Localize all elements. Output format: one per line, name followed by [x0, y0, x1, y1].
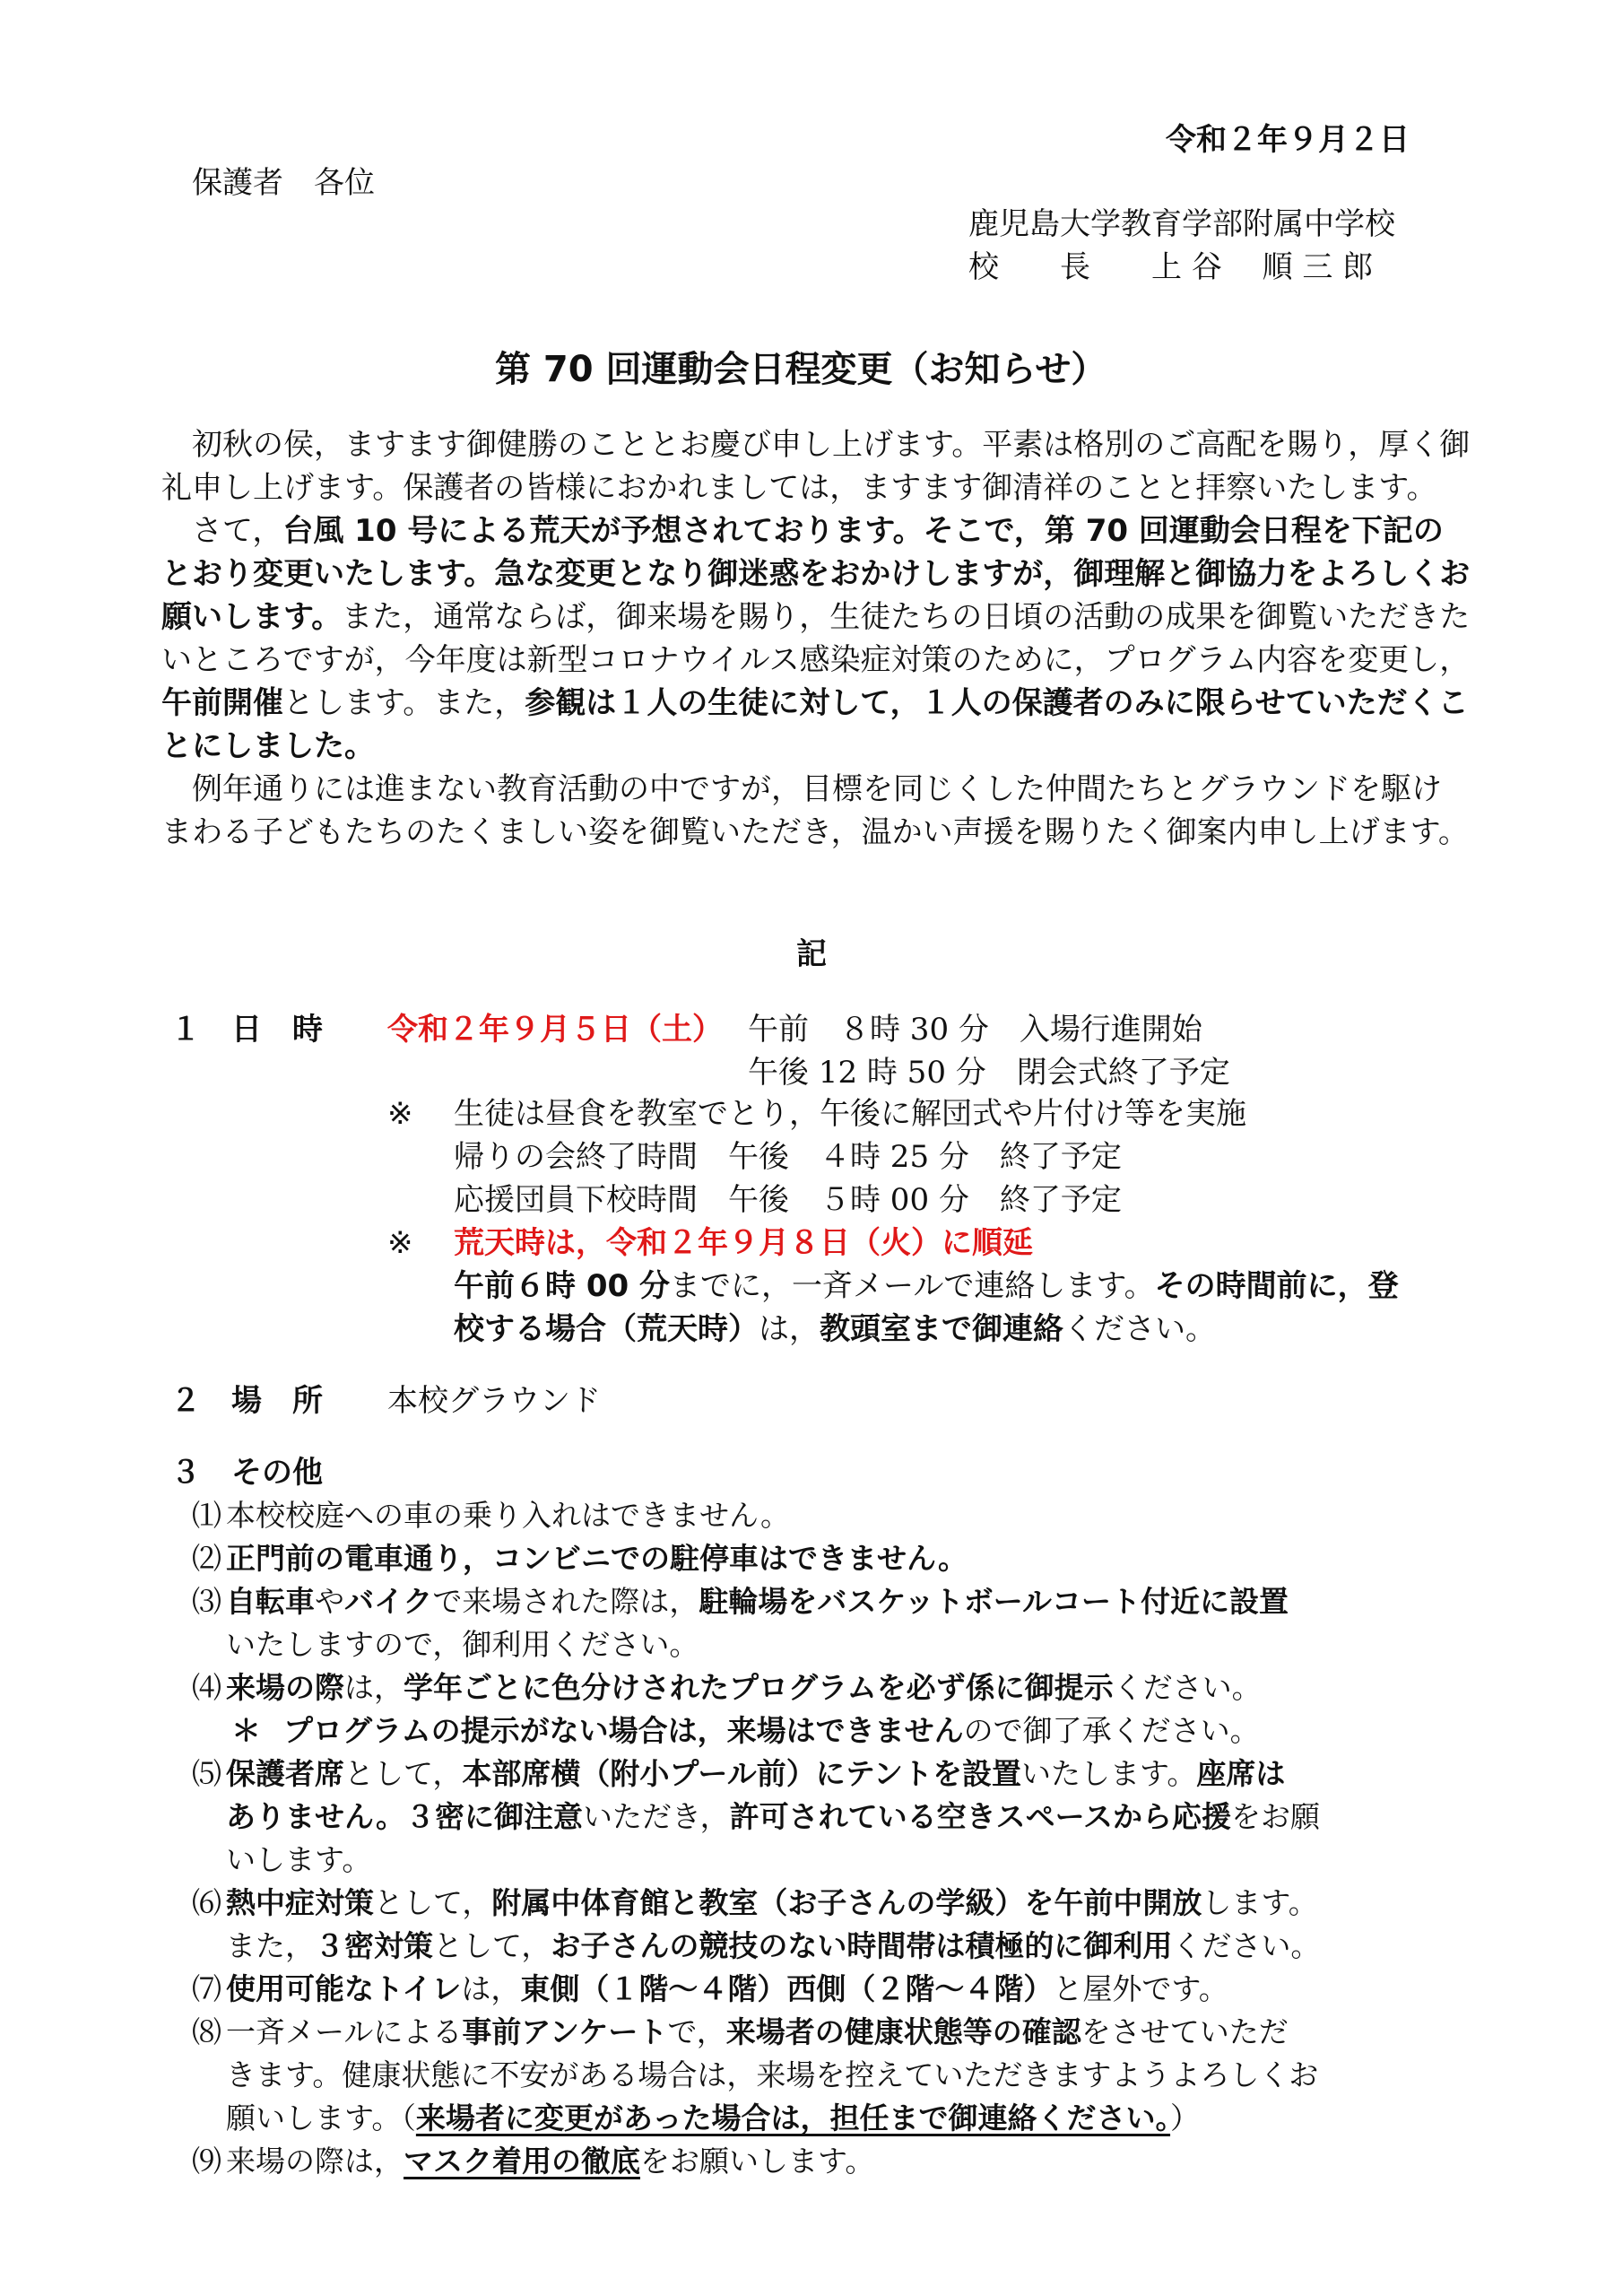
item-text: 許可されている空きスペースから応援: [729, 1799, 1232, 1834]
intro-paragraph-2: [161, 509, 1471, 768]
item-text: 正門前の電車通り，コンビニでの駐停車はできません。: [226, 1541, 968, 1576]
rain-time: 午前６時 00 分: [454, 1268, 670, 1304]
item-text: ください。: [1172, 1928, 1321, 1963]
item-number: ⑼: [192, 2144, 221, 2179]
item-text: や: [315, 1584, 344, 1619]
list-item-note: [231, 1709, 1514, 1752]
intro-bold-text: 台風 10 号による荒天が予想されております。そこで，第 70 回運動会日程を下記のとおり変更いたします。急な変更となり御迷惑をおかけしますが，御理解と御協力をよろしくお願いします。: [161, 513, 1471, 635]
item-text: 駐輪場をバスケットボールコート付近に設置: [699, 1584, 1289, 1619]
item-number: ⑸: [192, 1756, 221, 1791]
item-text: お子さんの競技のない時間帯は積極的に御利用: [551, 1928, 1173, 1963]
note-lunch: 生徒は昼食を教室でとり，午後に解団式や片付け等を実施: [454, 1096, 1246, 1132]
item-text: 本校校庭への車の乗り入れはできません。: [226, 1498, 790, 1533]
item-text: をお願: [1231, 1799, 1321, 1834]
ki-heading: 記: [796, 936, 827, 972]
item-text: 事前アンケート: [462, 2014, 668, 2049]
intro-text: また，通常ならば，御来場を賜り，生徒たちの日頃の活動の成果を御覧いただきたいところですが，今年度は新型コロナウイルス感染症対策のために，プログラム内容を変更し，: [161, 599, 1471, 678]
item-text: で，: [667, 2014, 726, 2049]
rain-contact-line1: [454, 1265, 1399, 1308]
item-text: として，: [374, 1885, 492, 1920]
section2-label: ２ 場 所: [170, 1383, 323, 1419]
item-text: 保護者席: [226, 1756, 344, 1791]
intro-text: さて，: [192, 513, 283, 549]
intro-paragraph-3: 例年通りには進まない教育活動の中ですが，目標を同じくした仲間たちとグラウンドを駆けまわる子どもたちのたくましい姿を御覧いただき，温かい声援を賜りたく御案内申し上げます。: [161, 771, 1469, 850]
item-text: ので御了承ください。: [963, 1713, 1260, 1748]
rain-bold-text: その時間前に，登: [1154, 1268, 1399, 1304]
intro-bold-text: 午前開催: [161, 685, 283, 721]
list-item: [192, 2140, 1474, 2183]
rain-postpone: 荒天時は，令和２年９月８日（火）に順延: [454, 1225, 1033, 1261]
item-text: いします。: [226, 1842, 372, 1877]
item-text: 座席は: [1196, 1756, 1286, 1791]
list-item: [192, 1882, 1474, 1968]
list-item: [192, 1968, 1474, 2011]
item-text: 自転車: [226, 1584, 315, 1619]
item-text: ）: [1170, 2100, 1201, 2135]
item-text: は，: [344, 1670, 404, 1705]
note-cheer-team: 応援団員下校時間 午後 ５時 00 分 終了予定: [454, 1182, 1122, 1218]
item-number: ⑹: [192, 1885, 221, 1920]
item-text: で来場された際は，: [432, 1584, 699, 1619]
asterisk-icon: ＊: [231, 1713, 261, 1748]
page-title: 第 70 回運動会日程変更（お知らせ）: [495, 349, 1107, 390]
item-text: と屋外です。: [1053, 1971, 1228, 2006]
item-text: 熱中症対策: [226, 1885, 374, 1920]
list-item: [192, 2011, 1474, 2140]
item-text: 使用可能なトイレ: [226, 1971, 462, 2006]
item-text: 学年ごとに色分けされたプログラムを必ず係に御提示: [404, 1670, 1114, 1705]
list-item: [192, 1752, 1474, 1882]
venue: 本校グラウンド: [387, 1383, 601, 1419]
item-text: 附属中体育館と教室（お子さんの学級）を午前中開放: [491, 1885, 1202, 1920]
addressee: 保護者 各位: [192, 165, 375, 201]
item-text: します。: [1202, 1885, 1318, 1920]
item-text: マスク着用の徹底: [404, 2144, 640, 2179]
list-item: [192, 1666, 1474, 1709]
item-text: また，: [226, 1928, 315, 1963]
rain-text: ください。: [1063, 1311, 1216, 1347]
item-text: プログラムの提示がない場合は，来場はできません: [283, 1713, 964, 1748]
item-text: ください。: [1113, 1670, 1262, 1705]
section3-label: ３ その他: [170, 1455, 323, 1491]
item-text: は，: [461, 1971, 521, 2006]
rain-mark: ※: [387, 1225, 413, 1261]
section1-label: １ 日 時: [170, 1012, 323, 1048]
issue-date: 令和２年９月２日: [1166, 122, 1410, 158]
rain-bold-text: 校する場合（荒天時）: [454, 1311, 759, 1347]
school-name: 鹿児島大学教育学部附属中学校: [968, 206, 1395, 242]
principal-name: 校 長 上 谷 順 三 郎: [968, 249, 1374, 285]
item-text: をさせていただ: [1081, 2014, 1289, 2049]
intro-body: [161, 423, 1471, 854]
rain-contact-line2: [454, 1308, 1216, 1351]
note-homeroom-end: 帰りの会終了時間 午後 ４時 25 分 終了予定: [454, 1139, 1122, 1175]
intro-text: とします。また，: [283, 685, 525, 721]
item-text: いただき，: [582, 1799, 730, 1834]
intro-paragraph-1: 初秋の侯，ますます御健勝のこととお慶び申し上げます。平素は格別のご高配を賜り，厚く御礼申し上げます。保護者の皆様におかれましては，ますます御清祥のことと拝察いたします。: [161, 427, 1471, 506]
time-end: 午後 12 時 50 分 閉会式終了予定: [748, 1055, 1230, 1091]
item-text: 一斉メールによる: [226, 2014, 463, 2049]
item-text: 願いします。（: [226, 2100, 416, 2135]
time-start: 午前 ８時 30 分 入場行進開始: [748, 1012, 1202, 1048]
item-text: バイク: [344, 1584, 433, 1619]
list-item: [192, 1494, 1474, 1537]
item-text: として，: [344, 1756, 463, 1791]
item-text: ありません。３密に御注意: [226, 1799, 583, 1834]
event-date: 令和２年９月５日（土）: [387, 1012, 723, 1048]
list-item: [192, 1580, 1474, 1666]
item-text: をお願いします。: [640, 2144, 875, 2179]
item-number: ⑶: [192, 1584, 221, 1619]
note-mark: ※: [387, 1096, 413, 1132]
item-number: ⑴: [192, 1498, 221, 1533]
item-text: 東側（１階～４階）西側（２階～４階）: [520, 1971, 1054, 2006]
item-text: ３密対策: [315, 1928, 433, 1963]
rain-text: までに，一斉メールで連絡します。: [670, 1268, 1155, 1304]
item-text: 来場者の健康状態等の確認: [725, 2014, 1081, 2049]
item-text: いたします。: [1021, 1756, 1197, 1791]
rain-bold-text: 教頭室まで御連絡: [820, 1311, 1063, 1347]
item-text: いたしますので，御利用ください。: [226, 1627, 699, 1662]
item-text: 本部席横（附小プール前）にテントを設置: [462, 1756, 1022, 1791]
item-text: 来場の際は，: [226, 2144, 404, 2179]
item-number: ⑺: [192, 1971, 221, 2006]
item-text: 来場者に変更があった場合は，担任まで御連絡ください。: [415, 2100, 1171, 2135]
item-text: 来場の際: [226, 1670, 344, 1705]
item-number: ⑻: [192, 2014, 221, 2049]
intro-bold-text: 参観は１人の生徒に対して，１人の保護者のみに限らせていただくことにしました。: [161, 685, 1469, 764]
item-text: として，: [433, 1928, 551, 1963]
rain-text: は，: [759, 1311, 820, 1347]
item-number: ⑵: [192, 1541, 221, 1576]
item-number: ⑷: [192, 1670, 221, 1705]
list-item: [192, 1537, 1474, 1580]
item-text: きます。健康状態に不安がある場合は，来場を控えていただきますようよろしくお: [226, 2057, 1319, 2092]
